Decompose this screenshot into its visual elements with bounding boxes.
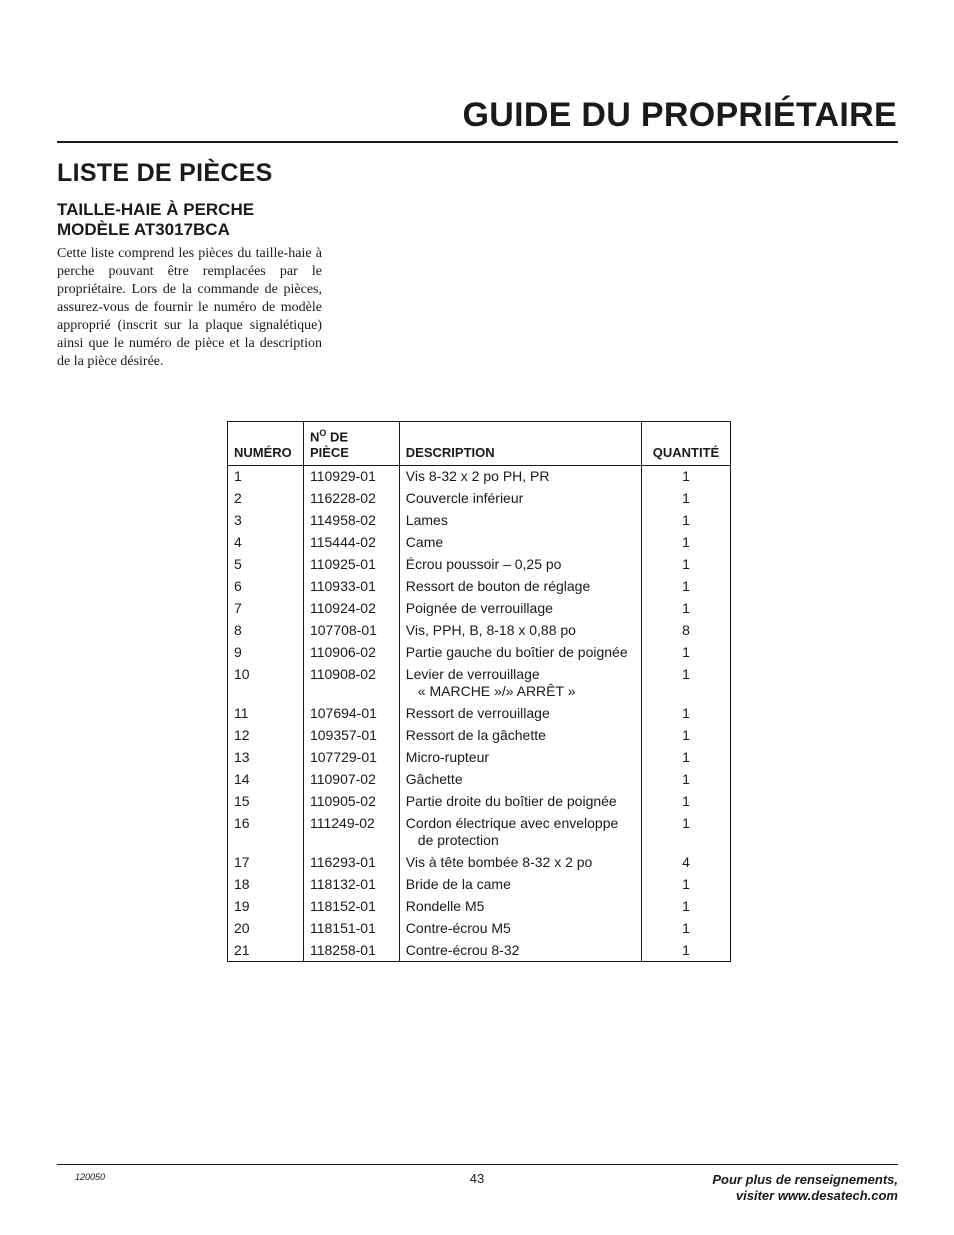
cell-description: Contre-écrou 8-32 — [399, 940, 641, 962]
cell-part-number: 118258-01 — [303, 940, 399, 962]
intro-paragraph: Cette liste comprend les pièces du taille-haie à perche pouvant être remplacées par le propriétaire. Lors de la commande de pièces, assurez-vous de fournir le numéro de modèle approprié (inscrit sur la plaque signalétique) ainsi que le numéro de pièce et la description de la pièce désirée. — [57, 246, 322, 369]
cell-part-number: 118152-01 — [303, 896, 399, 918]
cell-quantity: 1 — [642, 791, 731, 813]
cell-quantity: 4 — [642, 852, 731, 874]
cell-numero: 13 — [234, 749, 250, 766]
table-row — [228, 532, 731, 554]
footer-divider — [57, 1164, 898, 1165]
cell-quantity: 1 — [642, 664, 731, 703]
cell-description: Contre-écrou M5 — [399, 918, 641, 940]
cell-part-number: 110929-01 — [303, 466, 399, 489]
cell-part-number: 107729-01 — [303, 747, 399, 769]
cell-numero: 5 — [234, 556, 242, 573]
model-number: MODÈLE AT3017BCA — [57, 220, 230, 239]
cell-part-number: 116293-01 — [303, 852, 399, 874]
cell-part-number: 110905-02 — [303, 791, 399, 813]
cell-quantity: 1 — [642, 918, 731, 940]
cell-part-number: 107708-01 — [303, 620, 399, 642]
cell-part-number: 115444-02 — [303, 532, 399, 554]
table-row — [228, 769, 731, 791]
cell-description: Vis à tête bombée 8-32 x 2 po — [399, 852, 641, 874]
table-row — [228, 874, 731, 896]
cell-numero: 11 — [234, 705, 249, 722]
cell-description: Vis 8-32 x 2 po PH, PR — [399, 466, 641, 489]
cell-numero: 3 — [234, 512, 242, 529]
cell-quantity: 1 — [642, 532, 731, 554]
cell-part-number: 107694-01 — [303, 703, 399, 725]
table-row — [228, 554, 731, 576]
cell-numero: 15 — [234, 793, 250, 810]
cell-description: Ressort de la gâchette — [399, 725, 641, 747]
parts-table-body — [228, 466, 731, 962]
cell-quantity: 1 — [642, 642, 731, 664]
table-row — [228, 664, 731, 703]
product-name: TAILLE-HAIE À PERCHE — [57, 200, 255, 219]
cell-numero: 4 — [234, 534, 242, 551]
cell-description: Came — [399, 532, 641, 554]
cell-numero: 6 — [234, 578, 242, 595]
cell-quantity: 1 — [642, 769, 731, 791]
cell-quantity: 1 — [642, 896, 731, 918]
document-code: 120050 — [75, 1172, 106, 1182]
table-row — [228, 747, 731, 769]
cell-part-number: 118132-01 — [303, 874, 399, 896]
cell-description: Bride de la came — [399, 874, 641, 896]
cell-part-number: 110907-02 — [303, 769, 399, 791]
cell-numero: 8 — [234, 622, 242, 639]
cell-quantity: 1 — [642, 813, 731, 852]
table-row — [228, 703, 731, 725]
cell-quantity: 1 — [642, 725, 731, 747]
header-piece: $N^O$ DE PIÈCE — [303, 422, 399, 466]
title-divider — [57, 141, 898, 143]
cell-part-number: 110933-01 — [303, 576, 399, 598]
cell-numero: 21 — [234, 942, 250, 959]
cell-quantity: 1 — [642, 940, 731, 962]
table-header-row — [228, 422, 731, 466]
table-row — [228, 791, 731, 813]
cell-quantity: 1 — [642, 874, 731, 896]
cell-quantity: 1 — [642, 510, 731, 532]
cell-numero: 9 — [234, 644, 242, 661]
product-subtitle — [57, 200, 254, 240]
cell-part-number: 110908-02 — [303, 664, 399, 703]
header-numero: NUMÉRO — [228, 422, 304, 466]
cell-numero: 12 — [234, 727, 250, 744]
cell-description: Écrou poussoir – 0,25 po — [399, 554, 641, 576]
cell-description: Rondelle M5 — [399, 896, 641, 918]
cell-description: Vis, PPH, B, 8-18 x 0,88 po — [399, 620, 641, 642]
cell-description: Partie gauche du boîtier de poignée — [399, 642, 641, 664]
cell-description: Couvercle inférieur — [399, 488, 641, 510]
table-row — [228, 510, 731, 532]
table-row — [228, 576, 731, 598]
footer-info — [712, 1172, 898, 1204]
cell-part-number: 116228-02 — [303, 488, 399, 510]
cell-description: Partie droite du boîtier de poignée — [399, 791, 641, 813]
table-row — [228, 488, 731, 510]
parts-table — [227, 421, 731, 962]
cell-part-number: 110924-02 — [303, 598, 399, 620]
cell-quantity: 1 — [642, 747, 731, 769]
footer-info-line1: Pour plus de renseignements, — [712, 1172, 898, 1187]
cell-part-number: 111249-02 — [303, 813, 399, 852]
table-row — [228, 598, 731, 620]
document-title: GUIDE DU PROPRIÉTAIRE — [462, 96, 897, 134]
table-row — [228, 896, 731, 918]
header-quantite: QUANTITÉ — [642, 422, 731, 466]
cell-numero: 16 — [234, 815, 250, 832]
table-row — [228, 620, 731, 642]
description-continuation: « MARCHE »/» ARRÊT » — [417, 683, 576, 700]
table-row — [228, 466, 731, 489]
cell-description: Cordon électrique avec enveloppe de protection — [399, 813, 641, 852]
section-title: LISTE DE PIÈCES — [57, 159, 273, 187]
cell-quantity: 1 — [642, 488, 731, 510]
cell-part-number: 114958-02 — [303, 510, 399, 532]
cell-quantity: 1 — [642, 576, 731, 598]
cell-numero: 2 — [234, 490, 242, 507]
table-row — [228, 940, 731, 962]
cell-numero: 1 — [234, 468, 242, 485]
cell-numero: 7 — [234, 600, 242, 617]
cell-numero: 20 — [234, 920, 250, 937]
cell-quantity: 1 — [642, 554, 731, 576]
table-row — [228, 918, 731, 940]
table-row — [228, 813, 731, 852]
page-number: 43 — [469, 1171, 485, 1186]
cell-description: Levier de verrouillage « MARCHE »/» ARRÊT » — [399, 664, 641, 703]
cell-part-number: 110906-02 — [303, 642, 399, 664]
cell-description: Lames — [399, 510, 641, 532]
cell-numero: 10 — [234, 666, 250, 683]
header-description: DESCRIPTION — [399, 422, 641, 466]
cell-part-number: 118151-01 — [303, 918, 399, 940]
cell-description: Ressort de bouton de réglage — [399, 576, 641, 598]
cell-quantity: 8 — [642, 620, 731, 642]
footer-website: visiter www.desatech.com — [735, 1188, 898, 1203]
cell-description: Ressort de verrouillage — [399, 703, 641, 725]
cell-quantity: 1 — [642, 598, 731, 620]
cell-quantity: 1 — [642, 466, 731, 489]
cell-description: Micro-rupteur — [399, 747, 641, 769]
cell-description: Poignée de verrouillage — [399, 598, 641, 620]
table-row — [228, 852, 731, 874]
cell-numero: 17 — [234, 854, 250, 871]
cell-part-number: 109357-01 — [303, 725, 399, 747]
cell-quantity: 1 — [642, 703, 731, 725]
cell-numero: 19 — [234, 898, 250, 915]
cell-numero: 18 — [234, 876, 250, 893]
cell-numero: 14 — [234, 771, 250, 788]
table-row — [228, 725, 731, 747]
table-row — [228, 642, 731, 664]
cell-part-number: 110925-01 — [303, 554, 399, 576]
cell-description: Gâchette — [399, 769, 641, 791]
description-continuation: de protection — [417, 832, 499, 849]
